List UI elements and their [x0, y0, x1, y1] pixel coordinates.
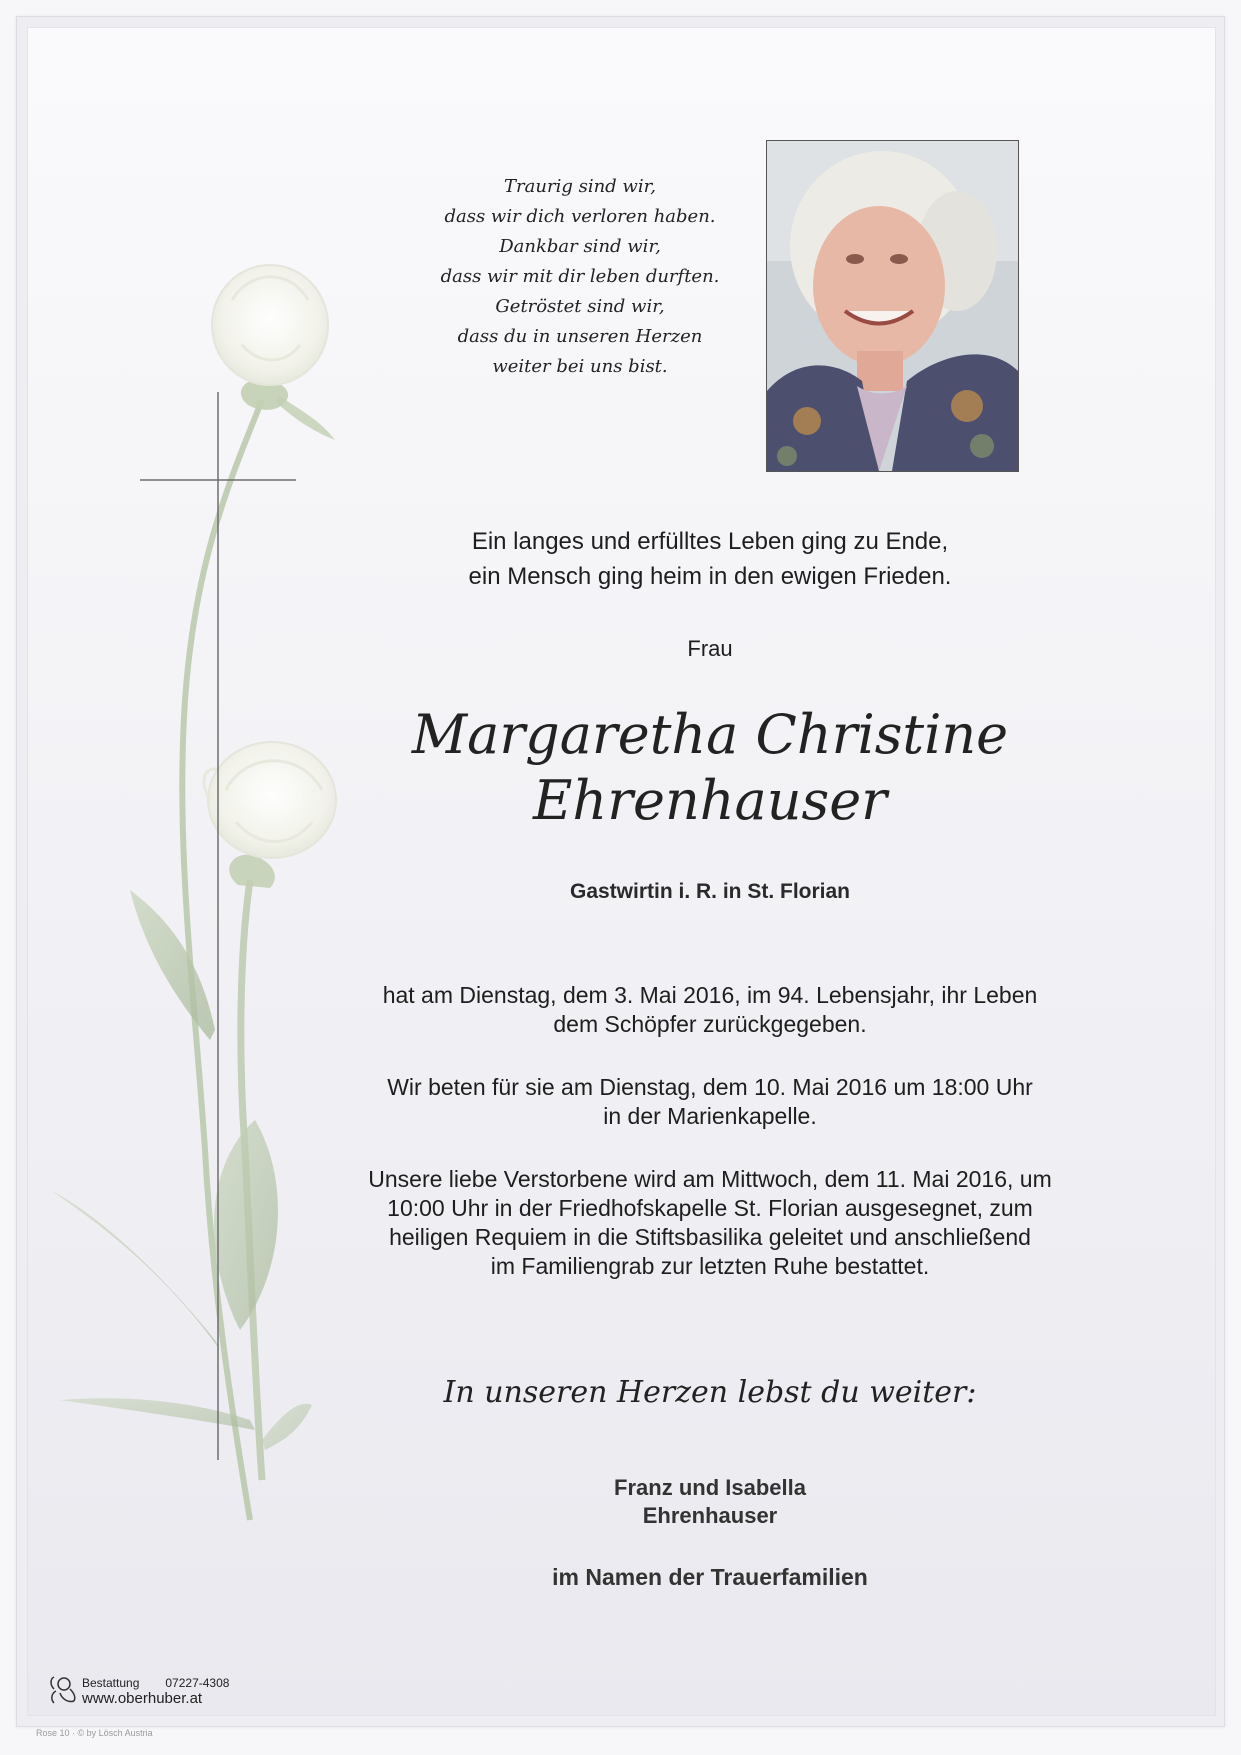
funeral-line: im Familiengrab zur letzten Ruhe bestattet. — [490, 1253, 930, 1279]
poem-line: dass du in unseren Herzen — [457, 326, 703, 347]
poem-line: Getröstet sind wir, — [495, 296, 665, 317]
deceased-name — [400, 702, 1020, 834]
poem-line: weiter bei uns bist. — [492, 356, 668, 377]
intro-line-1: Ein langes und erfülltes Leben ging zu Ende, — [471, 528, 949, 555]
poem — [400, 172, 760, 382]
funeral-home-logo — [48, 1675, 230, 1712]
name-line-1: Margaretha Christine — [411, 703, 1009, 766]
signer-line-1: Franz und Isabella — [614, 1475, 806, 1500]
honorific: Frau — [687, 636, 733, 661]
angel-icon — [48, 1675, 78, 1707]
portrait-photo — [766, 140, 1019, 472]
signer-line-2: Ehrenhauser — [642, 1503, 778, 1528]
logo-url[interactable]: www.oberhuber.at — [82, 1690, 203, 1707]
closing-phrase: In unseren Herzen lebst du weiter: — [443, 1375, 977, 1410]
footer-note: Rose 10 · © by Lösch Austria — [36, 1728, 153, 1738]
intro-text — [400, 524, 1020, 594]
logo-phone: 07227-4308 — [165, 1676, 230, 1690]
poem-line: dass wir dich verloren haben. — [444, 206, 716, 227]
logo-text — [82, 1675, 229, 1707]
funeral-line: heiligen Requiem in die Stiftsbasilika geleitet und anschließend — [389, 1224, 1031, 1250]
intro-line-2: ein Mensch ging heim in den ewigen Frieden. — [468, 563, 952, 590]
poem-line: Dankbar sind wir, — [499, 236, 661, 257]
funeral-line: Unsere liebe Verstorbene wird am Mittwoch, dem 11. Mai 2016, um — [368, 1166, 1052, 1192]
name-line-2: Ehrenhauser — [533, 769, 887, 832]
poem-line: Traurig sind wir, — [504, 176, 656, 197]
death-line: hat am Dienstag, dem 3. Mai 2016, im 94. Lebensjahr, ihr Leben — [382, 982, 1038, 1008]
death-paragraph — [320, 981, 1100, 1039]
profession: Gastwirtin i. R. in St. Florian — [569, 880, 851, 903]
funeral-line: 10:00 Uhr in der Friedhofskapelle St. Florian ausgesegnet, zum — [387, 1195, 1033, 1221]
prayer-line: in der Marienkapelle. — [603, 1103, 817, 1129]
prayer-paragraph — [320, 1073, 1100, 1131]
death-line: dem Schöpfer zurückgegeben. — [553, 1011, 867, 1037]
poem-line: dass wir mit dir leben durften. — [440, 266, 720, 287]
families-line: im Namen der Trauerfamilien — [552, 1564, 868, 1590]
logo-label: Bestattung — [82, 1676, 140, 1690]
signers — [520, 1474, 900, 1530]
funeral-paragraph — [320, 1165, 1100, 1281]
prayer-line: Wir beten für sie am Dienstag, dem 10. Mai 2016 um 18:00 Uhr — [387, 1074, 1033, 1100]
